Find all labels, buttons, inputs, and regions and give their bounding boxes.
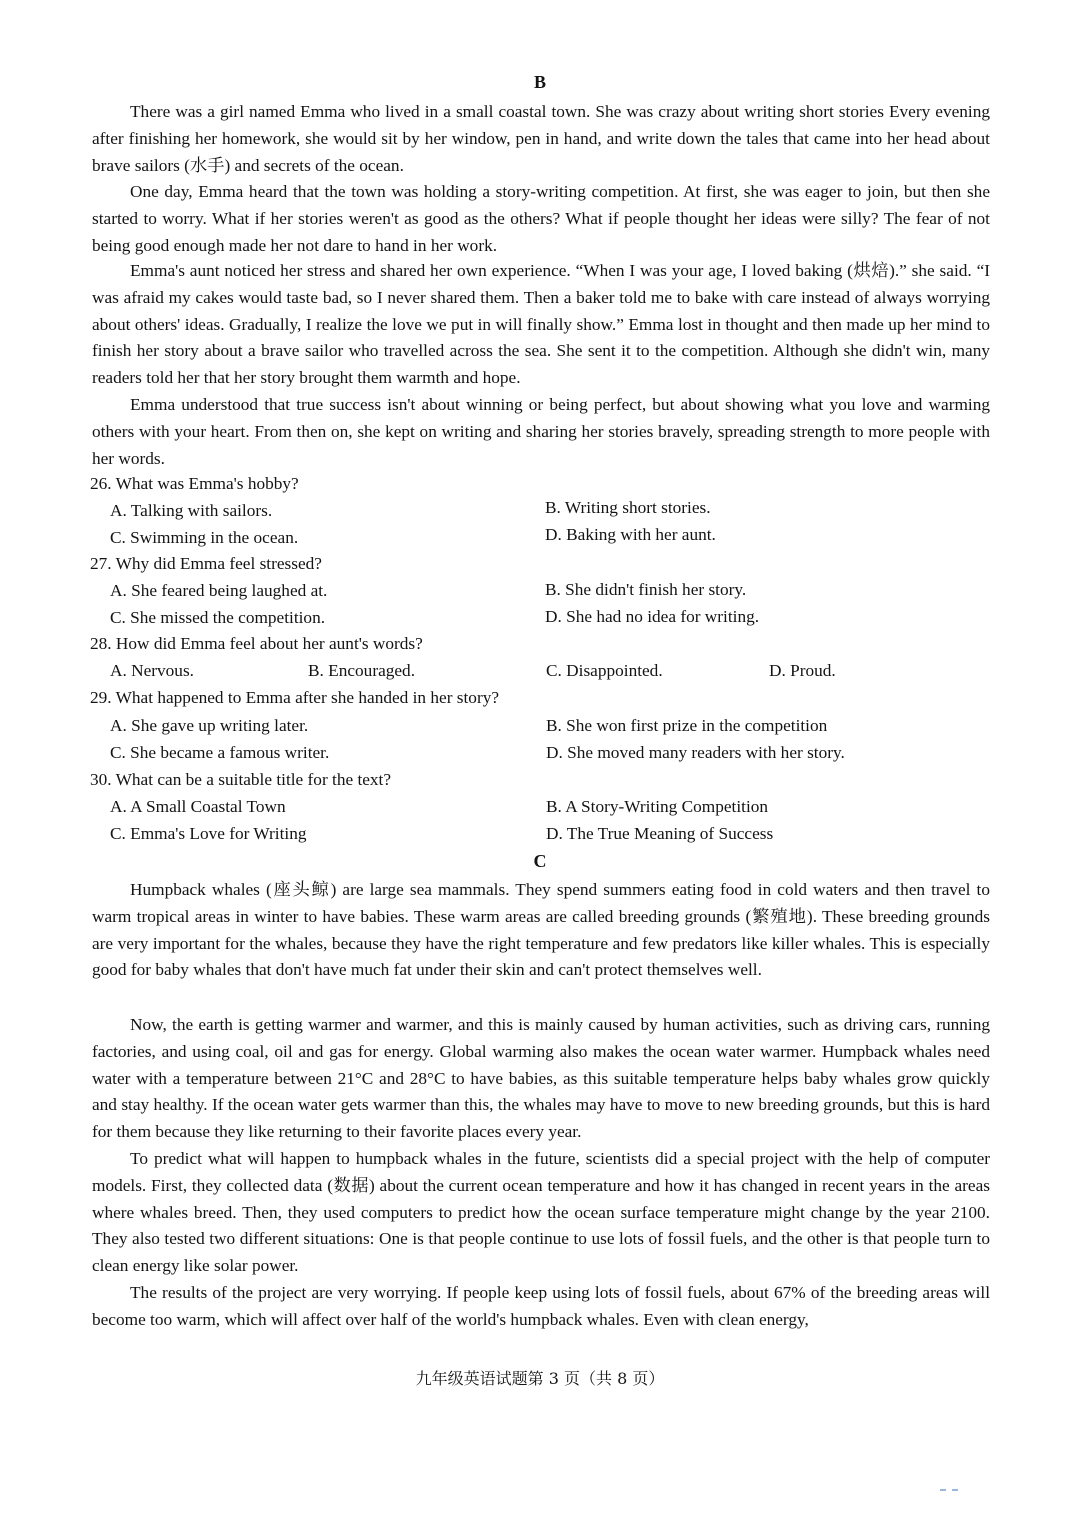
question-27-stem: 27. Why did Emma feel stressed? [90,554,322,573]
section-c-paragraph-2: Now, the earth is getting warmer and warmer, and this is mainly caused by human activities, such as driving cars, running factories, and using coal, oil and gas for energy. Global warming also makes the ocean water warmer. Humpback whales need water with a temperature between 21°C and 28°C to have babies, as this suitable temperature helps baby whales grow quickly and stay healthy. If the ocean water gets warmer than this, the whales may have to move to new breeding grounds, but this is hard for them because they like returning to their favorite places every year. [92,1015,990,1142]
section-c-paragraph-1: Humpback whales (座头鲸) are large sea mammals. They spend summers eating food in cold waters and then travel to warm tropical areas in winter to have babies. These warm areas are called breeding grounds (繁殖地). These breeding grounds are very important for the whales, because they have the right temperature and few predators like killer whales. This is especially good for baby whales that don't have much fat under their skin and can't protect themselves well. [92,880,990,980]
question-27-option-a: A. She feared being laughed at. [110,581,328,600]
scan-mark [940,1489,958,1493]
section-b-heading: B [533,72,546,92]
question-26-option-c: C. Swimming in the ocean. [110,528,299,547]
question-28-option-c: C. Disappointed. [546,661,663,680]
question-30-stem: 30. What can be a suitable title for the text? [90,770,392,789]
question-30-option-c: C. Emma's Love for Writing [110,824,307,843]
question-27-option-d: D. She had no idea for writing. [545,607,760,626]
section-b-paragraph-4: Emma understood that true success isn't about winning or being perfect, but about showing what you love and warming others with your heart. From then on, she kept on writing and sharing her stories bravely, spreading strength to more people with her words. [92,395,990,468]
section-c-paragraph-4: The results of the project are very worrying. If people keep using lots of fossil fuels, about 67% of the breeding areas will become too warm, which will affect over half of the world's humpback whales. Even with clean energy, [92,1283,990,1329]
page-footer: 九年级英语试题第 3 页（共 8 页） [415,1369,665,1388]
question-30-option-b: B. A Story-Writing Competition [546,797,769,816]
question-29-option-d: D. She moved many readers with her story. [546,743,845,762]
section-b-paragraph-3: Emma's aunt noticed her stress and shared her own experience. “When I was your age, I loved baking (烘焙).” she said. “I was afraid my cakes would taste bad, so I never shared them. Then a baker told me to bake with care instead of always worrying about others' ideas. Gradually, I realize the love we put in will finally show.” Emma lost in thought and then made up her mind to finish her story about a brave sailor who travelled across the sea. She sent it to the competition. Although she didn't win, many readers told her that her story brought them warmth and hope. [92,261,990,388]
question-29-option-c: C. She became a famous writer. [110,743,330,762]
question-30-option-a: A. A Small Coastal Town [110,797,286,816]
question-29-option-b: B. She won first prize in the competition [546,716,828,735]
question-28-option-a: A. Nervous. [110,661,194,680]
section-b-paragraph-2: One day, Emma heard that the town was holding a story-writing competition. At first, she was eager to join, but then she started to worry. What if her stories weren't as good as the others? What if people thought her ideas were silly? The fear of not being good enough made her not dare to hand in her work. [92,182,990,255]
question-29-option-a: A. She gave up writing later. [110,716,309,735]
question-26-option-a: A. Talking with sailors. [110,501,273,520]
section-c-heading: C [533,851,547,871]
question-26-option-d: D. Baking with her aunt. [545,525,716,544]
question-26-stem: 26. What was Emma's hobby? [90,474,299,493]
question-29-stem: 29. What happened to Emma after she handed in her story? [90,688,500,707]
question-27-option-c: C. She missed the competition. [110,608,326,627]
question-27-option-b: B. She didn't finish her story. [545,580,747,599]
section-c-paragraph-3: To predict what will happen to humpback whales in the future, scientists did a special project with the help of computer models. First, they collected data (数据) about the current ocean temperature and how it has changed in recent years in the areas where whales breed. Then, they used computers to predict how the ocean surface temperature might change by the year 2100. They also tested two different situations: One is that people continue to use lots of fossil fuels, and the other is that people turn to clean energy like solar power. [92,1149,990,1276]
question-28-option-b: B. Encouraged. [308,661,416,680]
question-26-option-b: B. Writing short stories. [545,498,711,517]
question-28-option-d: D. Proud. [769,661,836,680]
question-28-stem: 28. How did Emma feel about her aunt's words? [90,634,423,653]
section-b-paragraph-1: There was a girl named Emma who lived in a small coastal town. She was crazy about writing short stories Every evening after finishing her homework, she would sit by her window, pen in hand, and write down the tales that came into her head about brave sailors (水手) and secrets of the ocean. [92,102,990,175]
question-30-option-d: D. The True Meaning of Success [546,824,774,843]
